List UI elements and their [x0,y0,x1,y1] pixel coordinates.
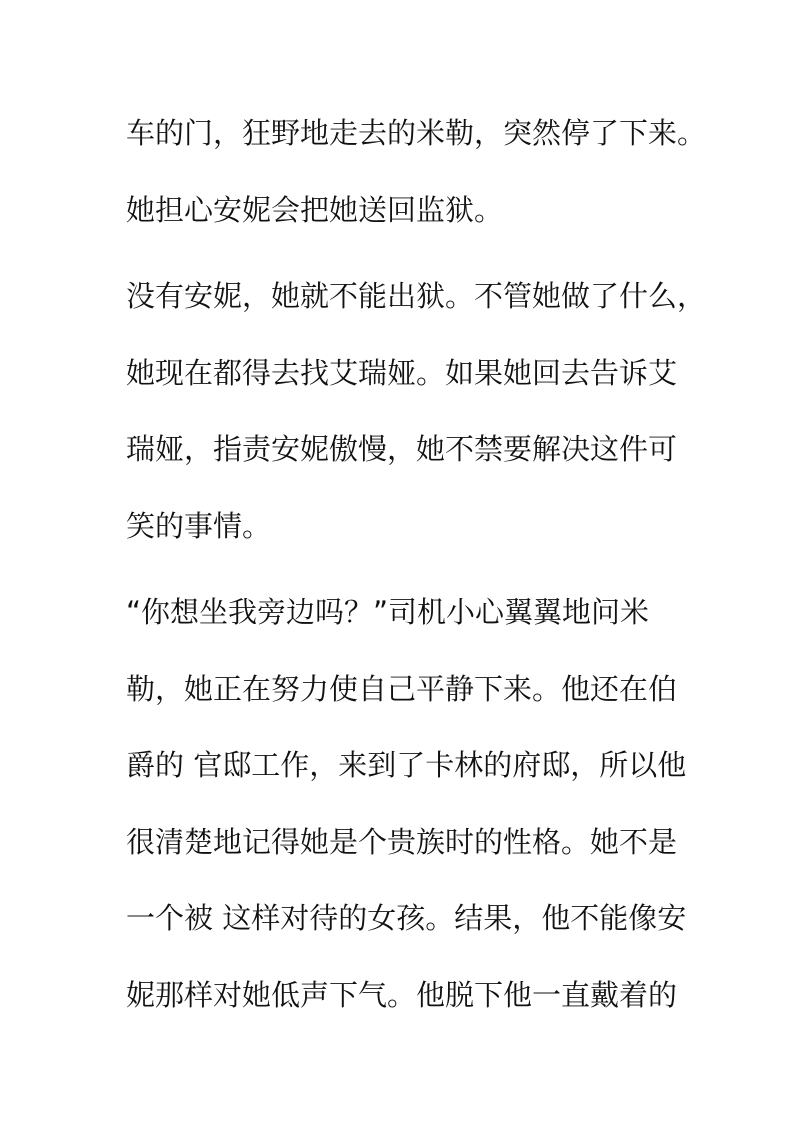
text-line: 她现在都得去找艾瑞娅。如果她回去告诉艾 [126,355,678,390]
paragraph-1 [126,95,707,248]
text-line: 妮那样对她低声下气。他脱下他一直戴着的 [126,977,678,1012]
text-line: “你想坐我旁边吗？”司机小心翼翼地问米 [126,595,650,629]
text-line: 爵的 官邸工作，来到了卡林的府邸，所以他 [126,748,687,782]
text-line: 瑞娅，指责安妮傲慢，她不禁要解决这件可 [126,432,678,466]
text-line: 勒，她正在努力使自己平静下来。他还在伯 [126,671,678,706]
paragraph-2 [126,258,707,564]
text-line: 她担心安妮会把她送回监狱。 [126,192,504,227]
text-line: 很清楚地记得她是个贵族时的性格。她不是 [126,824,678,859]
body-text [126,95,707,1033]
text-line: 车的门，狂野地走去的米勒，突然停了下来。 [126,116,707,150]
text-line: 一个被 这样对待的女孩。结果，他不能像安 [126,901,687,935]
text-line: 没有安妮，她就不能出狱。不管她做了什么， [126,279,707,313]
paragraph-3 [126,574,686,1033]
text-line: 笑的事情。 [126,508,272,543]
